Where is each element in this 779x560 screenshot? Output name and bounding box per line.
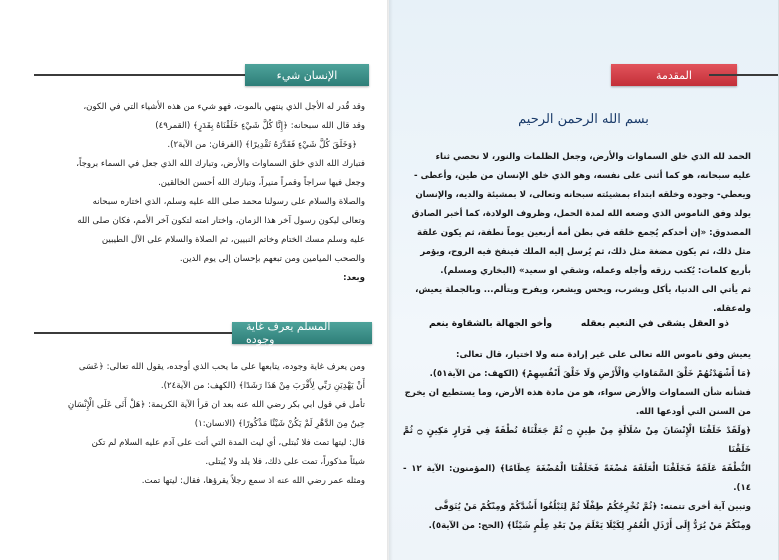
paragraph: مثل ذلك، ثم يكون مضغة مثل ذلك، ثم يُرسل إليه الملك فينفخ فيه الروح، ويؤمر — [420, 247, 751, 257]
paragraph: وتعالى ليكون رسول آخر هذا الزمان، واختار امته لتكون آخر الأمم، فكان صلى الله — [77, 216, 365, 226]
section2-text — [30, 358, 365, 491]
paragraph: تأمل في قول ابي بكر رضي الله عنه بعد ان قرأ الآية الكريمة: ﴿هَلْ أَتَى عَلَى الْإِنْسَانِ — [67, 400, 365, 410]
paragraph: وتبين آية أخرى تتمته: ﴿ثُمَّ نُخْرِجُكُمْ طِفْلًا ثُمَّ لِتَبْلُغُوا أَشُدَّكُمْ وَمِنْكُمْ مَنْ يُتَوَفَّى — [434, 502, 751, 512]
paragraph: ﴿مَا أَشْهَدْتُهُمْ خَلْقَ السَّمَاوَاتِ وَالْأَرْضِ وَلَا خَلْقَ أَنْفُسِهِمْ﴾ (الكهف: من الآية٥١). — [429, 369, 751, 379]
left-page — [0, 0, 389, 560]
paragraph: المصدوق: «إن أحدكم يُجمع خلقه في بطن أمه أربعين يوماً نطفة، ثم يكون علقة — [417, 228, 751, 238]
paragraph: النُّطْفَةَ عَلَقَةً فَخَلَقْنَا الْعَلَقَةَ مُضْغَةً فَخَلَقْنَا الْمُضْغَةَ عِظَامًا﴾ (المؤمنون: الآية ١٢ - ١٤). — [403, 464, 751, 493]
header-rule — [34, 74, 259, 76]
header-rule — [709, 74, 778, 76]
paragraph: والصلاة والسلام على رسولنا محمد صلى الله عليه وسلم، الذي اختاره سبحانه — [92, 197, 365, 207]
intro-text-bottom — [403, 346, 751, 536]
poem-hemistich-left: وأخو الجهالة بالشقاوة ينعم — [429, 318, 553, 329]
paragraph: قال: ليتها تمت فلا نُبتلى، أي ليت المدة التي أتت على آدم عليه السلام لم تكن — [91, 438, 365, 448]
section-header-1 — [0, 62, 389, 88]
paragraph: وَمِنْكُمْ مَنْ يُرَدُّ إِلَى أَرْذَلِ الْعُمُرِ لِكَيْلَا يَعْلَمَ مِنْ بَعْدِ عِلْمٍ شَيْئًا﴾ (الحج: من الآية٥). — [428, 521, 751, 531]
paragraph: يولد وفق الناموس الذي وضعه الله لمدة الحمل، وظروف الولادة، كما أخبر الصادق — [411, 209, 751, 219]
paragraph: ومن يعرف غاية وجوده، يتابعها على ما يحب الذي أوجده، يقول الله تعالى: ﴿عَسَى — [78, 362, 365, 372]
section-title-label — [232, 322, 372, 344]
paragraph: وبعد: — [343, 273, 365, 283]
paragraph: وله‌عقله. — [713, 304, 751, 314]
paragraph: وقد قال الله سبحانه: ﴿إِنَّا كُلَّ شَيْءٍ خَلَقْنَاهُ بِقَدَرٍ﴾ (القمر٤٩) — [155, 121, 365, 131]
intro-title: المقدمة — [656, 68, 692, 82]
section-title: الإنسان شيء — [276, 68, 338, 82]
paragraph: أَنْ يَهْدِيَنِ رَبِّي لِأَقْرَبَ مِنْ هَذَا رَشَدًا﴾ (الكهف: من الآية٢٤). — [160, 381, 365, 391]
paragraph: ﴿وَخَلَقَ كُلَّ شَيْءٍ فَقَدَّرَهُ تَقْدِيرًا﴾ (الفرقان: من الآية٢). — [167, 140, 357, 150]
page-gutter-shadow — [387, 0, 393, 560]
paragraph: حِينٌ مِنَ الدَّهْرِ لَمْ يَكُنْ شَيْئًا مَذْكُورًا﴾ (الانسان:١) — [194, 419, 365, 429]
paragraph: ويعطي- وجوده وخلقه ابتداء بمشيئته سبحانه وتعالى، لا بمشيئة والديه، والإنسان — [415, 190, 751, 200]
paragraph: والصحب الميامين ومن تبعهم بإحسان إلى يوم الدين. — [179, 254, 365, 264]
paragraph: الحمد لله الذي خلق السماوات والأرض، وجعل الظلمات والنور، لا نحصي ثناء — [435, 152, 751, 162]
paragraph: شيئاً مذكوراً، تمت على ذلك، فلا يلد ولا يُبتلى. — [205, 457, 365, 467]
paragraph: من السنن التي أودعها الله. — [635, 407, 751, 417]
intro-text-top — [403, 148, 751, 319]
paragraph: عليه سبحانه، هو كما أثنى على نفسه، وهو الذي خلق الإنسان من طين، وأعطى - — [414, 171, 751, 181]
paragraph: ومثله عمر رضي الله عنه اذ سمع رجلاً يقرؤها، فقال: ليتها تمت. — [141, 476, 365, 486]
paragraph: فشأنه شأن السماوات والأرض سواء، هو من مادة هذه الأرض، وما يستطيع ان يخرج — [404, 388, 751, 398]
paragraph: ﴿وَلَقَدْ خَلَقْنَا الْإِنْسَانَ مِنْ سُلَالَةٍ مِنْ طِينٍ ۝ ثُمَّ جَعَلْنَاهُ نُطْفَةً فِي قَرَارٍ مَكِينٍ ۝ ثُمَّ خَلَقْنَا — [403, 426, 751, 455]
right-page — [389, 0, 778, 560]
header-rule — [34, 332, 259, 334]
paragraph: يعيش وفق ناموس الله تعالى على غير إرادة منه ولا اختيار، قال تعالى: — [456, 350, 751, 360]
poem-hemistich-right: ذو العقل يشقى في النعيم بعقله — [580, 318, 729, 329]
paragraph: عليه وسلم مسك الختام وخاتم النبيين، ثم الصلاة والسلام على الآل الطيبين — [101, 235, 365, 245]
paragraph: فتبارك الله الذي خلق السماوات والأرض، وتبارك الله الذي جعل في السماء بروجاً، — [76, 159, 365, 169]
paragraph: وجعل فيها سراجاً وقمراً منيراً، وتبارك الله أحسن الخالقين. — [158, 178, 365, 188]
section-header-2 — [0, 320, 389, 346]
paragraph: بأربع كلمات: يُكتب رزقه وأجله وعمله، وشقي او سعيد» (البخاري ومسلم). — [440, 266, 751, 276]
intro-header — [389, 62, 778, 88]
paragraph: ثم يأتي الى الدنيا، يأكل ويشرب، ويحس ويشعر، ويفرح ويتألم... وبالجملة يعيش، — [415, 285, 751, 295]
paragraph: وقد قُدر له الأجل الذي ينتهي بالموت، فهو شيء من هذه الأشياء التي في الكون، — [83, 102, 365, 112]
poem-verse — [429, 318, 729, 329]
section-title-label — [245, 64, 369, 86]
section1-text — [30, 98, 365, 288]
basmala: بسم الله الرحمن الرحيم — [518, 112, 649, 127]
section-title: المسلم يعرف غاية وجوده — [246, 320, 331, 346]
